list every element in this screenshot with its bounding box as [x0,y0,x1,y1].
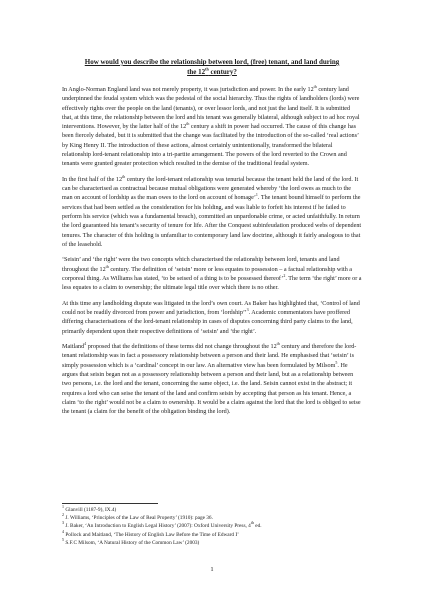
text-run: Maitland [62,344,85,351]
footnotes [62,506,362,547]
superscript: th [186,121,190,127]
text-run: ed. [253,523,262,530]
superscript: 1 [62,504,64,510]
superscript: 5 [335,359,338,365]
footnote [62,522,362,530]
text-run: S.F.C Milsom, ‘A Natural History of the Common Law’ (2003) [64,539,200,546]
superscript: th [313,83,317,89]
superscript: 4 [84,341,87,347]
text-run: In Anglo-Norman England land was not merely property, it was jurisdiction and power. In the early 12 [62,87,314,93]
body-paragraph [62,83,362,170]
title-line-2: the 12th century? [187,66,237,76]
document-title [62,57,362,77]
footnote [62,528,362,539]
text-run: ‘Seisin’ and ‘the right’ were the two concepts which characterised the relationship between lord, tenants and land throughout the 12 [62,257,340,273]
text-run: century the lord-tenant relationship was tenurial because the tenant held the land of the lord. It can be characterised as contractual because mutual obligations were generated whereby ‘the lord owes as much to the man on account of lordship as the man owes to the lord on account of homage’ [62,176,359,202]
body-paragraph [62,300,362,337]
text-run: In the first half of the 12 [62,176,123,183]
text-run: proposed that the definitions of these terms did not change throughout the 12 [86,344,277,351]
text-run: . He argues that seisin began not as a possessory relationship between a person and their land, but as a relationship between two persons, i.e. the lord and the tenant, concerning the same object, i.e. the land. Seisin cannot exist in the abstract; it requires a lord who can seise the tenant of the land and confirm seisin by accepting that person as his tenant. Hence, a claim ‘to the right’ would not be a claim to ownership. It would be a claim against the lord that the lord is obliged to seise the tenant (a claim for the benefit of the obligation binding the lord). [62,362,361,416]
superscript: 3 [62,520,64,526]
body-paragraph [62,173,362,250]
superscript: 5 [62,537,64,543]
superscript: th [105,263,109,269]
text-run: . The term ‘the right’ more or a less equates to a claim to ownership; the ultimate legal title over which there is no other. [62,276,362,292]
body-paragraph [62,343,362,417]
body-text [62,83,362,424]
text-run: century land underpinned the feudal system which was the pedestal of the social hierarchy. Thus the rights of landholders (lords) were effectively rights over the people on the land (tenants), or over lessor lords, and not just the land itself. It is submitted that, at this time, the relationship between the lord and his tenant was generally bilateral, although subject to ad hoc royal interventions. However, by the latter half of the 12 [62,87,360,131]
text-run: J. Williams, ‘Principles of the Law of Real Property’ (1910): page 36. [64,515,213,522]
text-run: J. Baker, ‘An Introduction to English Legal History’ (2007): Oxford University Press, 4 [64,523,251,530]
superscript: 2 [62,512,64,518]
superscript: 3 [246,307,249,313]
text-run: century and therefore the lord-tenant relationship was in fact a possessory relationship between a person and their land. He emphasised that ‘seisin’ is simply possession which is a ‘cardinal’ concept in our law. An alternative view has been formulated by Milsom [62,344,357,369]
superscript: th [250,520,254,526]
page-number: 1 [210,566,214,573]
text-run: At this time any landholding dispute was litigated in the lord’s own court. As Baker has highlighted that, ‘Control of land could not be readily divorced from power and jurisdiction, from ‘lordship’’ [62,300,360,317]
text-run: . Academic commentators have proffered differing characterisations of the lord-tenant relationship in cases of disputes concerning third party claims to the land, primarily dependent upon their respective definitions of ‘seisin’ and ‘the right’. [62,310,353,335]
superscript: 1 [255,192,258,198]
superscript: 2 [283,272,286,278]
footnote-separator [62,503,158,504]
text-run: century a shift in power had occurred. The cause of this change has been fiercely debated, but it is submitted that the change was facilitated by the introduction of the so-called ‘real actions’ by King Henry II. The introduction of these actions, almost certainly unintentionally, transformed the bilateral relationship lord-tenant relationship into a tri-partite arrangement. The powers of the lord reverted to the Crown and tenants were granted greater protection which resulted in the demise of the traditional feudal system. [62,124,359,168]
superscript: th [276,341,280,347]
superscript: th [122,173,126,179]
title-line-1: How would you describe the relationship between lord, (free) tenant, and land during [84,58,340,66]
footnote [62,539,362,547]
body-paragraph [62,256,362,293]
text-run: Pollock and Maitland, ‘The History of English Law Before the Time of Edward I’ [64,531,239,538]
footnote [62,514,362,522]
footnote [62,506,362,514]
text-run: . The tenant bound himself to perform the services that had been settled as the consideration for his holding, and was liable to forfeit his interest if he failed to perform his service (which was a fundamental breach), committed an unpardonable crime, or acted unfaithfully. In return the lord guaranteed his tenant’s security of tenure for life. After the Conquest subinfeudation produced webs of dependent tenures. The character of this holding is unfamiliar to contemporary land law doctrine, although it fairly analogous to that of the leasehold. [62,195,362,248]
text-run: century. The definition of ‘seisin’ more or less equates to possession – a factual relationship with a corporeal thing. As Williams has stated, ‘to be seised of a thing is to be possessed thereof’ [62,266,353,283]
text-run: Glanvill (1187-9), IX.4) [64,507,117,513]
superscript: 4 [62,528,64,534]
